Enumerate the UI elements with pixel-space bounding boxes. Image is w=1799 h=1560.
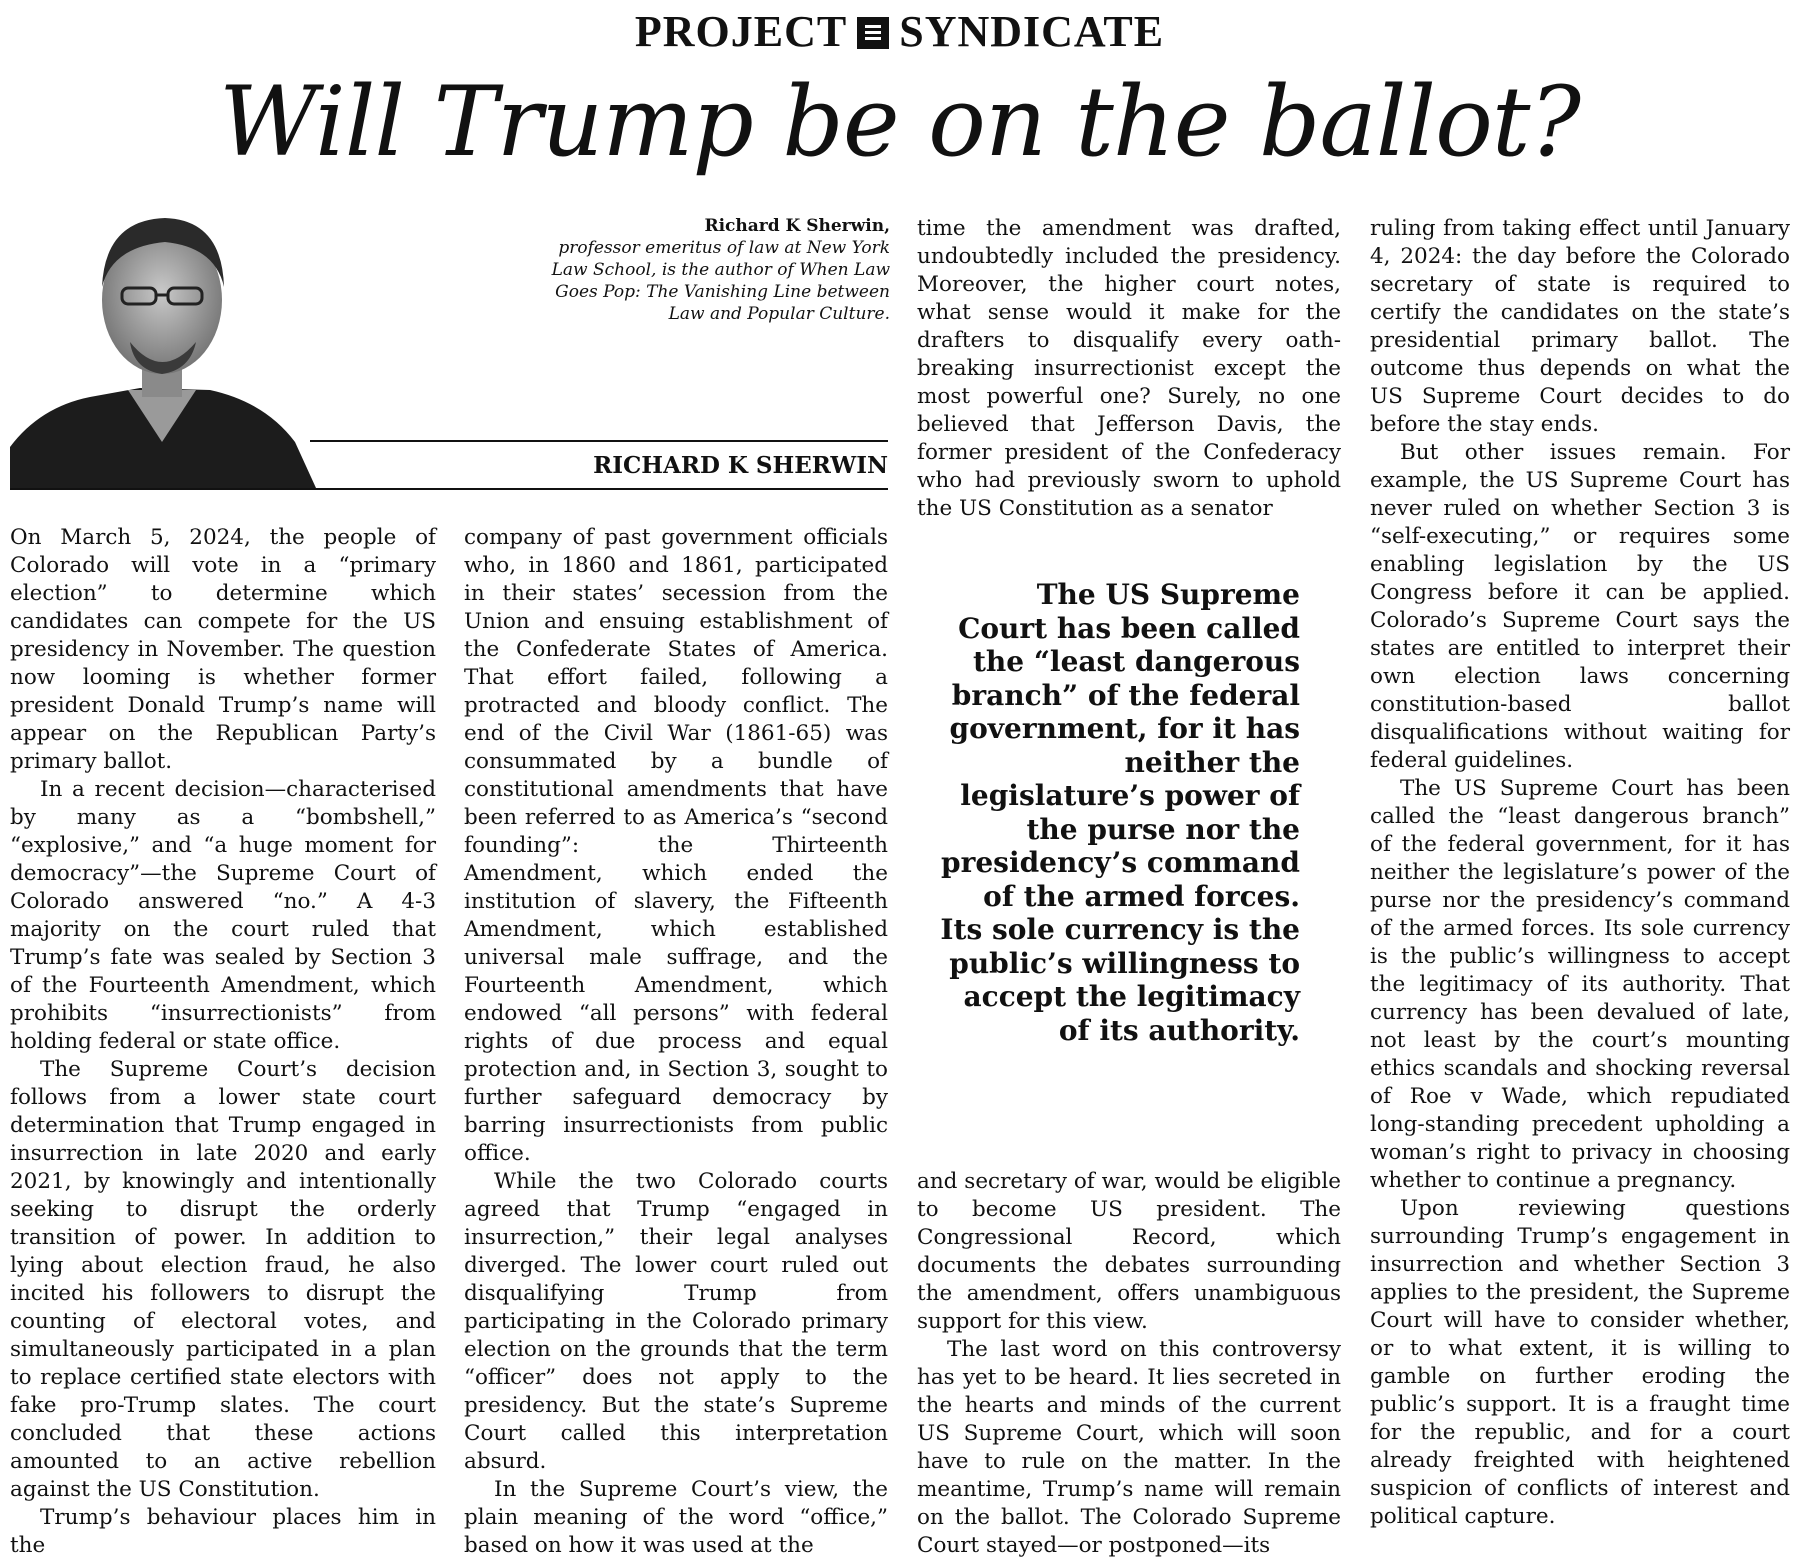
paragraph: Upon reviewing questions surrounding Trump’s engagement in insurrection and whether Section 3 applies to the president, the Supreme Court will have to consider whether, or to what extent, it is willing to gamble on further eroding the public’s support. It is a fraught time for the republic, and for a court already freighted with heightened suspicion of conflicts of interest and political capture.	[1370, 1196, 1790, 1529]
paragraph: On March 5, 2024, the people of Colorado will vote in a “primary election” to determine which candidates can compete for the US presidency in November. The question now looming is whether former president Donald Trump’s name will appear on the Republican Party’s primary ballot.	[10, 525, 436, 774]
article-column-3-bottom	[917, 1168, 1341, 1558]
masthead-left: PROJECT	[634, 7, 848, 56]
author-name: Richard K Sherwin,	[704, 216, 890, 236]
article-column-4	[1370, 215, 1790, 1540]
paragraph: and secretary of war, would be eligible to become US president. The Congressional Record, which documents the debates surrounding the amendment, offers unambiguous support for this view.	[917, 1169, 1341, 1334]
pull-quote: The US Supreme Court has been called the “least dangerous branch” of the federal government, for it has neither the legislature’s power of the purse nor the presidency’s command of the armed forces. Its sole currency is the public’s willingness to accept the legitimacy of its authority.	[940, 578, 1300, 1047]
divider	[310, 440, 888, 442]
masthead	[0, 6, 1799, 57]
paragraph: ruling from taking effect until January 4, 2024: the day before the Colorado secretary of state is required to certify the candidates on the state’s presidential primary ballot. The outcome thus depends on what the US Supreme Court decides to do before the stay ends.	[1370, 216, 1790, 437]
paragraph: While the two Colorado courts agreed that Trump “engaged in insurrection,” their legal analyses diverged. The lower court ruled out disqualifying Trump from participating in the Colorado primary election on the grounds that the term “officer” does not apply to the presidency. But the state’s Supreme Court called this interpretation absurd.	[464, 1169, 888, 1474]
paragraph: Trump’s behaviour places him in the	[10, 1505, 436, 1558]
author-caption: RICHARD K SHERWIN	[593, 452, 888, 479]
paragraph: In a recent decision—characterised by many as a “bombshell,” “explosive,” and “a huge moment for democracy”—the Supreme Court of Colorado answered “no.” A 4-3 majority on the court ruled that Trump’s fate was sealed by Section 3 of the Fourteenth Amendment, which prohibits “insurrectionists” from holding federal or state office.	[10, 777, 436, 1054]
paragraph: The Supreme Court’s decision follows from a lower state court determination that Trump engaged in insurrection in late 2020 and early 2021, by knowingly and intentionally seeking to disrupt the orderly transition of power. In addition to lying about election fraud, he also incited his followers to disrupt the counting of electoral votes, and simultaneously participated in a plan to replace certified state electors with fake pro-Trump slates. The court concluded that these actions amounted to an active rebellion against the US Constitution.	[10, 1057, 436, 1502]
paragraph: The US Supreme Court has been called the “least dangerous branch” of the federal government, for it has neither the legislature’s power of the purse nor the presidency’s command of the armed forces. Its sole currency is the public’s willingness to accept the legitimacy of its authority. That currency has been devalued of late, not least by the court’s mounting ethics scandals and shocking reversal of Roe v Wade, which repudiated long-standing precedent upholding a woman’s right to privacy in choosing whether to continue a pregnancy.	[1370, 776, 1790, 1193]
divider	[10, 488, 888, 490]
article-column-1	[10, 524, 436, 1558]
headline: Will Trump be on the ballot?	[219, 66, 1580, 178]
author-photo	[10, 192, 316, 488]
article-column-2	[464, 524, 888, 1558]
article-column-3-top	[917, 215, 1341, 525]
paragraph: company of past government officials who, in 1860 and 1861, participated in their states’ secession from the Union and ensuing establishment of the Confederate States of America. That effort failed, following a protracted and bloody conflict. The end of the Civil War (1861-65) was consummated by a bundle of constitutional amendments that have been referred to as America’s “second founding”: the Thirteenth Amendment, which ended the institution of slavery, the Fifteenth Amendment, which established universal male suffrage, and the Fourteenth Amendment, which endowed “all persons” with federal rights of due process and equal protection and, in Section 3, sought to further safeguard democracy by barring insurrectionists from public office.	[464, 525, 888, 1166]
author-bio-text: professor emeritus of law at New York Law School, is the author of When Law Goes Pop: The Vanishing Line between Law and Popular Culture.	[551, 238, 890, 324]
paragraph: In the Supreme Court’s view, the plain meaning of the word “office,” based on how it was used at the	[464, 1477, 888, 1558]
syndicate-logo-icon	[857, 17, 889, 49]
author-bio	[520, 215, 890, 325]
paragraph: But other issues remain. For example, the US Supreme Court has never ruled on whether Section 3 is “self-executing,” or requires some enabling legislation by the US Congress before it can be applied. Colorado’s Supreme Court says the states are entitled to interpret their own election laws concerning constitution-based ballot disqualifications without waiting for federal guidelines.	[1370, 440, 1790, 773]
paragraph: The last word on this controversy has yet to be heard. It lies secreted in the hearts and minds of the current US Supreme Court, which will soon have to rule on the matter. In the meantime, Trump’s name will remain on the ballot. The Colorado Supreme Court stayed—or postponed—its	[917, 1337, 1341, 1558]
masthead-right: SYNDICATE	[899, 7, 1165, 56]
paragraph: time the amendment was drafted, undoubtedly included the presidency. Moreover, the higher court notes, what sense would it make for the drafters to disqualify every oath-breaking insurrectionist except the most powerful one? Surely, no one believed that Jefferson Davis, the former president of the Confederacy who had previously sworn to uphold the US Constitution as a senator	[917, 216, 1341, 521]
